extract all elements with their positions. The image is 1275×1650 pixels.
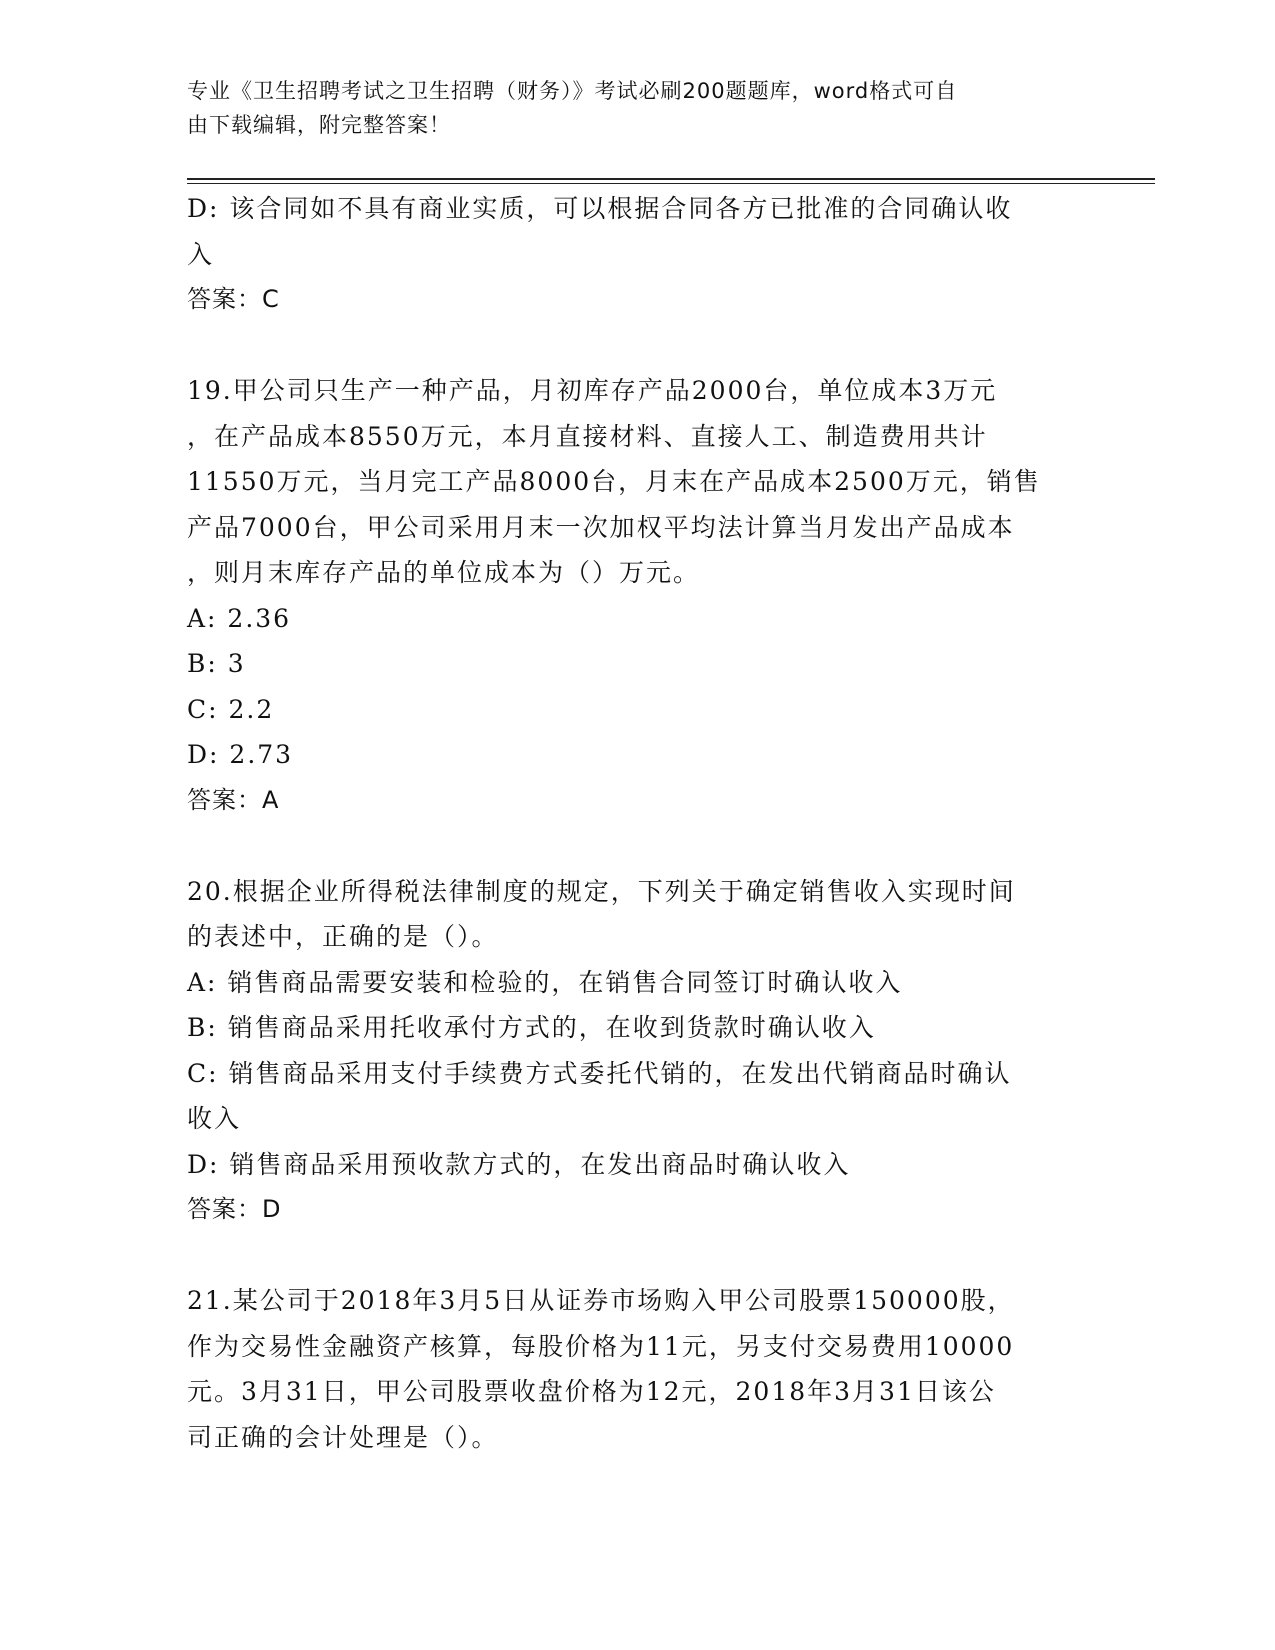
option-d-continued: 入 [187,239,215,269]
question-stem-line: 20.根据企业所得税法律制度的规定，下列关于确定销售收入实现时间 [187,876,1016,906]
answer: 答案：A [187,785,280,814]
spacer [187,323,1087,369]
spacer [187,823,1087,869]
header-divider-thick [187,178,1155,180]
question-stem-line: 作为交易性金融资产核算，每股价格为11元，另支付交易费用10000 [187,1331,1015,1361]
question-stem-line: 21.某公司于2018年3月5日从证券市场购入甲公司股票150000股， [187,1286,1015,1315]
option-d: D: 销售商品采用预收款方式的，在发出商品时确认收入 [187,1149,851,1179]
header-line-2: 由下载编辑，附完整答案！ [187,113,451,137]
document-header [187,74,1067,142]
question-20 [187,869,1087,1233]
option-a: A: 2.36 [187,603,292,633]
answer: 答案：D [187,1195,282,1223]
question-stem-line: 元。3月31日，甲公司股票收盘价格为12元，2018年3月31日该公 [187,1377,996,1406]
document-body [187,186,1087,1460]
option-c-continued: 收入 [187,1104,242,1133]
question-stem-line: 的表述中，正确的是（）。 [187,922,499,951]
option-b: B: 销售商品采用托收承付方式的，在收到货款时确认收入 [187,1013,876,1042]
option-a: A: 销售商品需要安装和检验的，在销售合同签订时确认收入 [187,967,903,997]
option-c: C: 2.2 [187,694,275,724]
question-stem-line: 11550万元，当月完工产品8000台，月末在产品成本2500万元，销售 [187,467,1041,496]
option-d: D: 该合同如不具有商业实质，可以根据合同各方已批准的合同确认收 [187,194,1013,223]
question-stem-line: 产品7000台，甲公司采用月末一次加权平均法计算当月发出产品成本 [187,512,1015,542]
question-19 [187,368,1087,823]
answer: 答案：C [187,285,280,313]
question-stem-line: ，则月末库存产品的单位成本为（）万元。 [187,558,701,587]
question-stem-line: 司正确的会计处理是（）。 [187,1422,499,1452]
option-c: C: 销售商品采用支付手续费方式委托代销的，在发出代销商品时确认 [187,1058,1012,1088]
question-21 [187,1278,1087,1460]
header-line-1: 专业《卫生招聘考试之卫生招聘（财务）》考试必刷200题题库，word格式可自 [187,79,958,103]
spacer [187,1233,1087,1279]
question-stem-line: 19.甲公司只生产一种产品，月初库存产品2000台，单位成本3万元 [187,376,998,405]
option-d: D: 2.73 [187,740,294,769]
header-divider-thin [187,183,1155,184]
option-b: B: 3 [187,649,246,678]
question-stem-line: ，在产品成本8550万元，本月直接材料、直接人工、制造费用共计 [187,421,988,451]
question-18-tail [187,186,1087,323]
